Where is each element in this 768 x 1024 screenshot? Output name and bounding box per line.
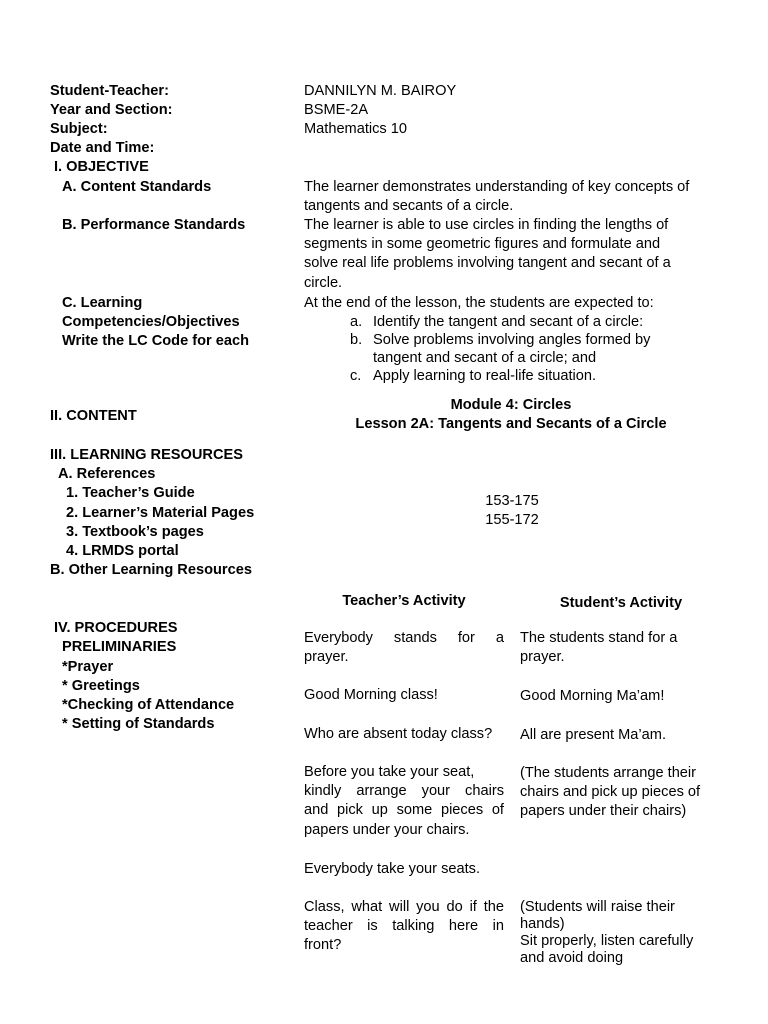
student-activity-cell xyxy=(520,726,725,745)
textbook-label: 3. Textbook’s pages xyxy=(66,524,204,540)
text-line: papers under their chairs) xyxy=(520,803,687,820)
lesson-title: Lesson 2A: Tangents and Secants of a Circle xyxy=(355,416,667,432)
list-item xyxy=(350,367,680,386)
text-line: chairs and pick up pieces of xyxy=(520,784,701,801)
teacher-activity-cell xyxy=(304,898,504,956)
text-line: and pick up some pieces of xyxy=(304,802,504,819)
text-line: segments in some geometric figures and formulate and xyxy=(304,236,661,253)
text-line: C. Learning xyxy=(62,295,143,311)
text-line: Good Morning Ma’am! xyxy=(520,688,665,704)
text-line: Everybody stands for a xyxy=(304,630,504,646)
text-line: kindly arrange your chairs xyxy=(304,783,504,800)
learners-material-label: 2. Learner’s Material Pages xyxy=(66,505,255,521)
list-text: Solve problems involving angles formed by xyxy=(373,332,651,348)
list-item xyxy=(350,331,680,369)
lrmds-label: 4. LRMDS portal xyxy=(66,543,179,559)
text-line: Class, what will you do if the xyxy=(304,899,504,915)
list-marker: c. xyxy=(350,368,362,384)
teacher-activity-cell xyxy=(304,763,504,840)
student-teacher-value: DANNILYN M. BAIROY xyxy=(304,83,457,99)
performance-standards-text xyxy=(304,216,671,293)
list-item xyxy=(350,313,680,332)
objective-heading: I. OBJECTIVE xyxy=(54,159,149,175)
text-line: All are present Ma’am. xyxy=(520,727,666,743)
teacher-activity-cell xyxy=(304,686,504,705)
teacher-activity-cell xyxy=(304,629,504,667)
text-line: front? xyxy=(304,937,342,954)
text-line: The students stand for a xyxy=(520,630,678,646)
text-line: (Students will raise their xyxy=(520,899,675,915)
date-time-label: Date and Time: xyxy=(50,140,155,156)
standards-label: * Setting of Standards xyxy=(62,716,215,732)
resources-heading: III. LEARNING RESOURCES xyxy=(50,447,243,463)
teacher-activity-cell xyxy=(304,860,504,879)
learners-material-pages: 155-172 xyxy=(485,512,539,528)
text-line: Good Morning class! xyxy=(304,687,438,703)
module-title: Module 4: Circles xyxy=(450,397,572,413)
content-standards-text xyxy=(304,178,689,216)
text-line: solve real life problems involving tangent and secant of a xyxy=(304,255,671,272)
teacher-activity-cell xyxy=(304,725,504,744)
list-text: Apply learning to real-life situation. xyxy=(373,368,597,384)
text-line: circle. xyxy=(304,274,343,291)
list-text: tangent and secant of a circle; and xyxy=(373,350,597,366)
student-activity-cell xyxy=(520,899,725,967)
text-line: Who are absent today class? xyxy=(304,726,493,742)
student-activity-header: Student’s Activity xyxy=(559,595,683,611)
text-line: Everybody take your seats. xyxy=(304,861,481,877)
text-line: and avoid doing xyxy=(520,950,624,966)
subject-value: Mathematics 10 xyxy=(304,121,408,137)
competencies-intro: At the end of the lesson, the students are expected to: xyxy=(304,295,654,311)
text-line: The learner is able to use circles in finding the lengths of xyxy=(304,217,669,233)
other-resources-label: B. Other Learning Resources xyxy=(50,562,252,578)
greetings-label: * Greetings xyxy=(62,678,140,694)
year-section-value: BSME-2A xyxy=(304,102,369,118)
teacher-activity-header: Teacher’s Activity xyxy=(342,593,466,609)
student-teacher-label: Student-Teacher: xyxy=(50,83,169,99)
list-text: Identify the tangent and secant of a circle: xyxy=(373,314,644,330)
text-line: (The students arrange their xyxy=(520,765,697,781)
student-activity-cell xyxy=(520,764,725,822)
text-line: prayer. xyxy=(520,649,565,666)
references-label: A. References xyxy=(58,466,156,482)
text-line: Competencies/Objectives xyxy=(62,314,240,331)
preliminaries-label: PRELIMINARIES xyxy=(62,639,177,655)
student-activity-cell xyxy=(520,629,725,667)
text-line: hands) xyxy=(520,916,565,932)
text-line: Before you take your seat, xyxy=(304,764,475,780)
text-line: Sit properly, listen carefully xyxy=(520,933,694,949)
text-line: prayer. xyxy=(304,649,349,666)
content-heading: II. CONTENT xyxy=(50,408,137,424)
text-line: Write the LC Code for each xyxy=(62,333,250,350)
list-marker: a. xyxy=(350,314,363,330)
content-standards-label: A. Content Standards xyxy=(62,179,212,195)
student-activity-cell xyxy=(520,687,725,706)
teachers-guide-label: 1. Teacher’s Guide xyxy=(66,485,195,501)
teachers-guide-pages: 153-175 xyxy=(485,493,539,509)
prayer-label: *Prayer xyxy=(62,659,114,675)
text-line: tangents and secants of a circle. xyxy=(304,198,514,215)
text-line: papers under your chairs. xyxy=(304,821,470,838)
year-section-label: Year and Section: xyxy=(50,102,173,118)
competencies-label xyxy=(62,294,249,352)
text-line: teacher is talking here in xyxy=(304,918,504,935)
text-line: The learner demonstrates understanding of key concepts of xyxy=(304,179,690,195)
procedures-heading: IV. PROCEDURES xyxy=(54,620,178,636)
subject-label: Subject: xyxy=(50,121,108,137)
list-marker: b. xyxy=(350,332,363,348)
attendance-label: *Checking of Attendance xyxy=(62,697,235,713)
performance-standards-label: B. Performance Standards xyxy=(62,217,246,233)
